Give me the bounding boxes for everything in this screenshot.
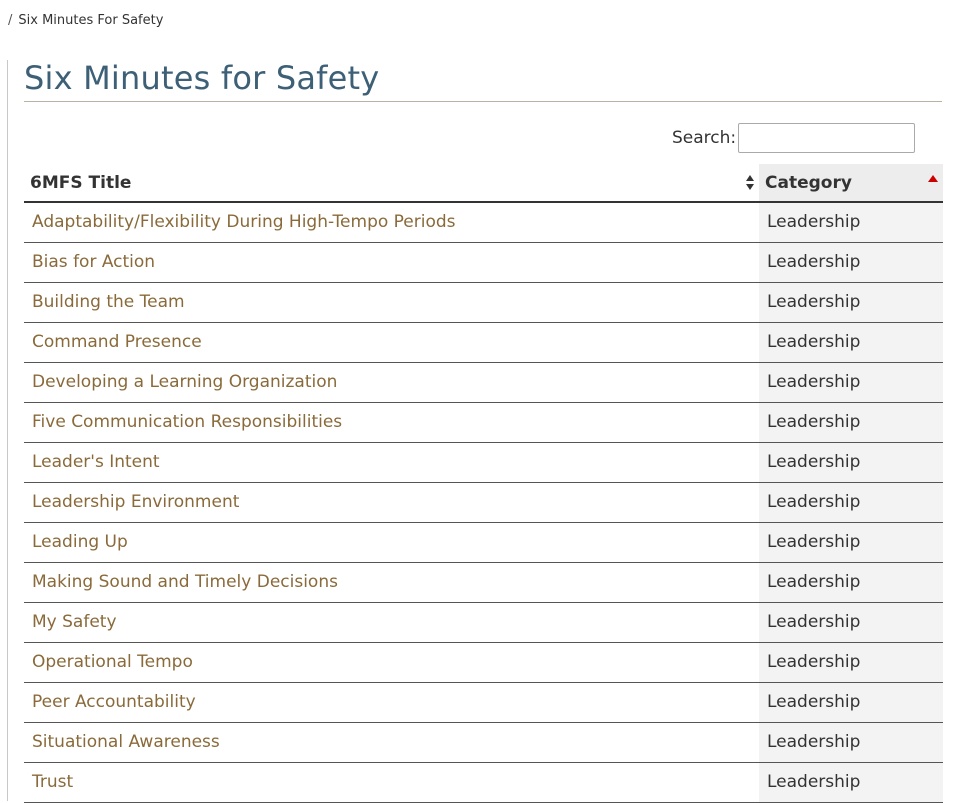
table-body	[24, 202, 943, 802]
column-header-title[interactable]	[24, 164, 759, 202]
table-cell-category: Leadership	[759, 482, 943, 522]
table-row	[24, 762, 943, 802]
column-header-category[interactable]	[759, 164, 943, 202]
table-cell-category: Leadership	[759, 682, 943, 722]
title-link[interactable]: Peer Accountability	[32, 692, 196, 712]
table-cell-title	[24, 522, 759, 562]
table-row	[24, 722, 943, 762]
title-link[interactable]: My Safety	[32, 612, 117, 632]
page-title: Six Minutes for Safety	[24, 59, 380, 97]
title-divider	[24, 101, 942, 102]
table-cell-title	[24, 442, 759, 482]
table-cell-title	[24, 642, 759, 682]
table-row	[24, 522, 943, 562]
title-link[interactable]: Developing a Learning Organization	[32, 372, 338, 392]
search-label: Search:	[672, 128, 737, 148]
title-link[interactable]: Leader's Intent	[32, 452, 160, 472]
safety-table	[24, 164, 943, 803]
table-cell-title	[24, 362, 759, 402]
table-row	[24, 442, 943, 482]
title-link[interactable]: Five Communication Responsibilities	[32, 412, 343, 432]
table-row	[24, 682, 943, 722]
table-cell-category: Leadership	[759, 562, 943, 602]
table-row	[24, 562, 943, 602]
search-input[interactable]	[738, 123, 915, 153]
table-cell-category: Leadership	[759, 322, 943, 362]
table-row	[24, 242, 943, 282]
table-cell-title	[24, 202, 759, 242]
table-row	[24, 602, 943, 642]
table-cell-category: Leadership	[759, 722, 943, 762]
table-cell-category: Leadership	[759, 442, 943, 482]
title-link[interactable]: Situational Awareness	[32, 732, 220, 752]
breadcrumb-separator: /	[8, 13, 13, 28]
table-row	[24, 282, 943, 322]
table-cell-category: Leadership	[759, 602, 943, 642]
column-header-title-label: 6MFS Title	[30, 172, 132, 193]
search-area	[672, 123, 915, 153]
title-link[interactable]: Trust	[32, 772, 74, 792]
title-link[interactable]: Leadership Environment	[32, 492, 240, 512]
sort-both-icon	[746, 175, 754, 191]
sort-ascending-icon	[928, 175, 938, 182]
table-cell-title	[24, 722, 759, 762]
table-cell-title	[24, 602, 759, 642]
table-cell-title	[24, 282, 759, 322]
breadcrumb	[8, 13, 163, 28]
table-row	[24, 482, 943, 522]
table-cell-title	[24, 402, 759, 442]
table-header-row	[24, 164, 943, 202]
table-row	[24, 402, 943, 442]
table-cell-category: Leadership	[759, 242, 943, 282]
main-content	[7, 60, 942, 801]
title-link[interactable]: Leading Up	[32, 532, 128, 552]
table-cell-category: Leadership	[759, 762, 943, 802]
table-cell-category: Leadership	[759, 522, 943, 562]
title-link[interactable]: Adaptability/Flexibility During High-Tempo Periods	[32, 212, 456, 233]
table-row	[24, 362, 943, 402]
table-cell-title	[24, 562, 759, 602]
table-cell-category: Leadership	[759, 202, 943, 242]
table-cell-title	[24, 242, 759, 282]
table-cell-category: Leadership	[759, 362, 943, 402]
table-cell-category: Leadership	[759, 402, 943, 442]
table-cell-title	[24, 682, 759, 722]
table-row	[24, 642, 943, 682]
title-link[interactable]: Building the Team	[32, 292, 185, 312]
table-row	[24, 202, 943, 242]
table-cell-title	[24, 322, 759, 362]
table-cell-title	[24, 762, 759, 802]
title-link[interactable]: Operational Tempo	[32, 652, 193, 672]
table-cell-category: Leadership	[759, 282, 943, 322]
breadcrumb-current: Six Minutes For Safety	[18, 13, 164, 28]
title-link[interactable]: Command Presence	[32, 332, 202, 352]
table-row	[24, 322, 943, 362]
title-link[interactable]: Making Sound and Timely Decisions	[32, 572, 338, 592]
table-cell-title	[24, 482, 759, 522]
title-link[interactable]: Bias for Action	[32, 252, 156, 272]
column-header-category-label: Category	[765, 172, 852, 193]
table-cell-category: Leadership	[759, 642, 943, 682]
